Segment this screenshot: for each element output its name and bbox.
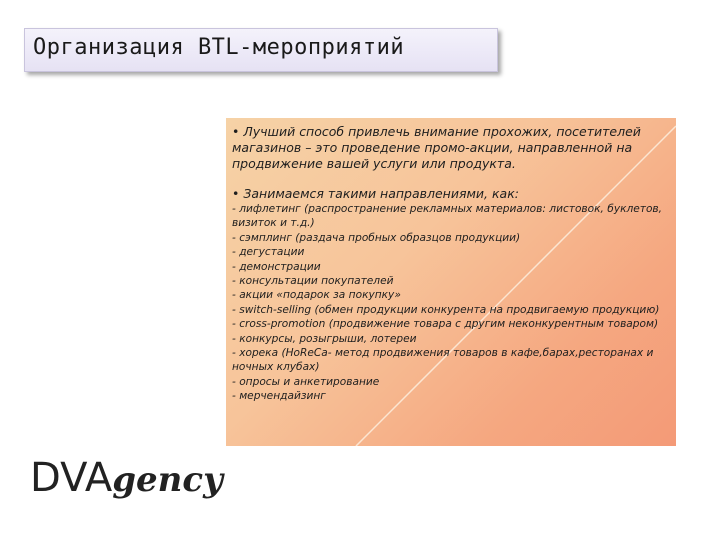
list-item: - лифлетинг (распространение рекламных материалов: листовок, буклетов, визиток и т.д.) (232, 203, 663, 230)
intro-paragraph: • Лучший способ привлечь внимание прохожих, посетителей магазинов – это проведение промо-акции, направленной на продвижение вашей услуги или продукта. (232, 124, 641, 171)
list-item: - дегустации (232, 246, 305, 259)
list-item: - хорека (HoReCa- метод продвижения товаров в кафе,барах,ресторанах и ночных клубах) (232, 347, 654, 374)
list-item: - конкурсы, розыгрыши, лотереи (232, 332, 417, 345)
content-panel (226, 118, 676, 446)
list-item: - сэмплинг (раздача пробных образцов продукции) (232, 231, 521, 244)
list-item: - switch-selling (обмен продукции конкурента на продвигаемую продукцию) (232, 303, 660, 316)
logo-text-dva: DVA (30, 455, 113, 501)
list-item: - cross-promotion (продвижение товара с другим неконкурентным товаром) (232, 318, 659, 331)
company-logo (30, 455, 223, 501)
list-heading: • Занимаемся такими направлениями, как: (232, 186, 519, 201)
list-item: - демонстрации (232, 260, 321, 273)
list-item: - мерчендайзинг (232, 390, 326, 403)
logo-text-gency: gency (112, 460, 223, 500)
list-item: - опросы и анкетирование (232, 375, 380, 388)
title-banner (24, 28, 498, 72)
list-item: - консультации покупателей (232, 275, 394, 288)
slide-title: Организация BTL-мероприятий (33, 35, 405, 60)
list-item: - акции «подарок за покупку» (232, 289, 401, 302)
